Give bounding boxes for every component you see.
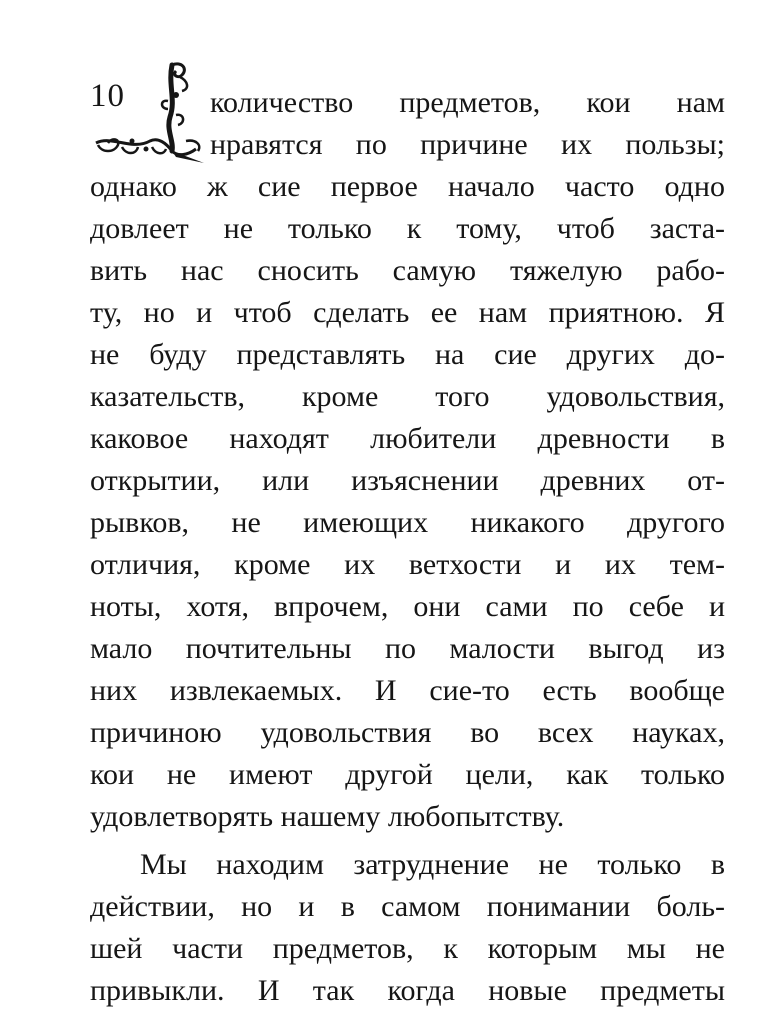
text-line: действии, но и в самом понимании боль- (90, 890, 725, 923)
text-line: ноты, хотя, впрочем, они сами по себе и (90, 590, 725, 623)
body-text (90, 82, 725, 1012)
text-line: удовлетворять нашему любопытству. (90, 800, 565, 833)
text-line: рывков, не имеющих никакого другого (90, 506, 725, 539)
text-line: ту, но и чтоб сделать ее нам приятною. Я (90, 296, 725, 329)
text-line: не буду представлять на сие других до- (90, 338, 725, 371)
text-line: привыкли. И так когда новые предметы (90, 974, 725, 1007)
text-line: вить нас сносить самую тяжелую рабо- (90, 254, 725, 287)
text-line: нравятся по причине их пользы; (210, 128, 725, 161)
text-line: кои не имеют другой цели, как только (90, 758, 725, 791)
text-line: количество предметов, кои нам (210, 86, 725, 119)
text-line: казательств, кроме того удовольствия, (90, 380, 725, 413)
text-line: шей части предметов, к которым мы не (90, 932, 725, 965)
text-line: причиною удовольствия во всех науках, (90, 716, 725, 749)
text-line: Мы находим затруднение не только в (140, 848, 725, 881)
text-line: открытии, или изъяснении древних от- (90, 464, 725, 497)
text-line: однако ж сие первое начало часто одно (90, 170, 725, 203)
text-line: мало почтительны по малости выгод из (90, 632, 725, 665)
text-line: каковое находят любители древности в (90, 422, 725, 455)
page-number: 10 (90, 78, 125, 114)
text-line: довлеет не только к тому, чтоб заста- (90, 212, 725, 245)
text-line: отличия, кроме их ветхости и их тем- (90, 548, 725, 581)
text-line: них извлекаемых. И сие-то есть вообще (90, 674, 725, 707)
